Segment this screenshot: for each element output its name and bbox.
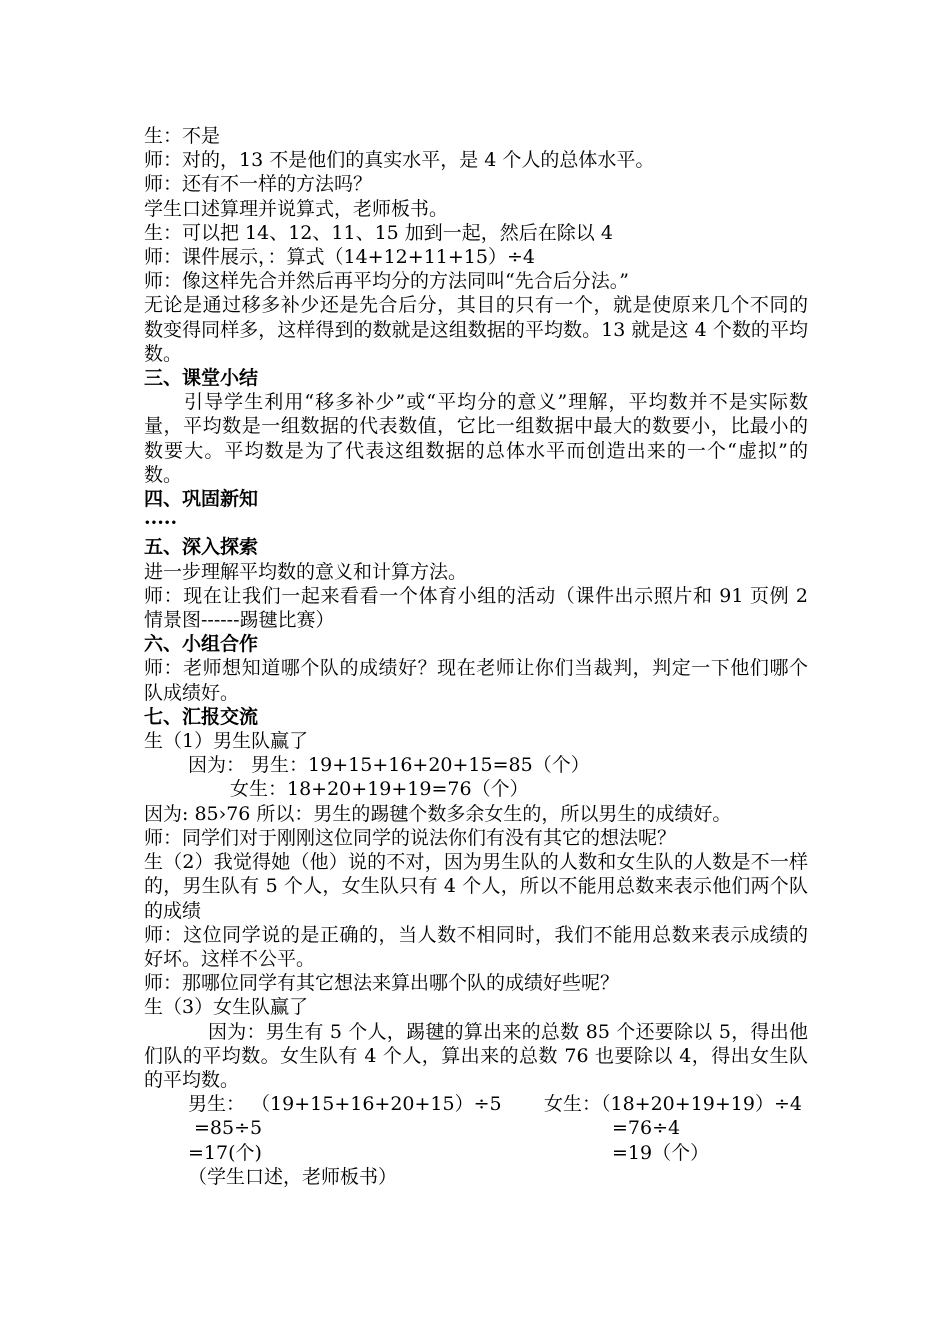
text-line: 生：不是 xyxy=(144,125,221,147)
section-heading: 五、深入探索 xyxy=(144,536,259,559)
girls-calc: =19（个） xyxy=(612,1141,710,1164)
text-line: 师：还有不一样的方法吗？ xyxy=(144,173,373,196)
explanation-paragraph: 因为：男生有 5 个人，踢毽的算出来的总数 85 个还要除以 5，得出他们队的平均数。女生队有 4 个人，算出来的总数 76 也要除以 4，得出女生队的平均数。 xyxy=(144,1020,808,1091)
section-heading: 六、小组合作 xyxy=(144,633,259,656)
girls-calc: =76÷4 xyxy=(612,1117,681,1140)
section-heading: 四、巩固新知 xyxy=(144,488,259,511)
text-line: 师：同学们对于刚刚这位同学的说法你们有没有其它的想法呢？ xyxy=(144,826,677,849)
text-line: 师：课件展示，：算式（14+12+11+15）÷4 xyxy=(144,246,535,269)
text-line: 生（3）女生队赢了 xyxy=(144,996,309,1019)
calc-row xyxy=(144,1141,808,1165)
paragraph: 师：现在让我们一起来看看一个体育小组的活动（课件出示照片和 91 页例 2 情景图------踢毽比赛） xyxy=(144,584,808,632)
boys-calc: 男生： （19+15+16+20+15）÷5 xyxy=(188,1093,502,1116)
text-line: 学生口述算理并说算式，老师板书。 xyxy=(144,197,449,220)
text-line: 女生：18+20+19+19=76（个） xyxy=(230,778,529,801)
summary-paragraph: 引导学生利用“移多补少”或“平均分的意义”理解，平均数并不是实际数量，平均数是一组数据的代表数值，它比一组数据中最大的数要小，比最小的数要大。平均数是为了代表这组数据的总体水平而创造出来的一个“虚拟”的数。 xyxy=(144,391,808,486)
text-line: 进一步理解平均数的意义和计算方法。 xyxy=(144,560,468,583)
calc-row xyxy=(144,1116,808,1140)
text-line: 师：像这样先合并然后再平均分的方法同叫“先合后分法。” xyxy=(144,270,629,293)
document-page xyxy=(144,124,808,1189)
text-line: （学生口述，老师板书） xyxy=(188,1165,398,1188)
paragraph: 师：这位同学说的是正确的，当人数不相同时，我们不能用总数来表示成绩的好坏。这样不公平。 xyxy=(144,923,808,970)
boys-calc: =17(个) xyxy=(188,1141,262,1164)
paragraph: 生（2）我觉得她（他）说的不对，因为男生队的人数和女生队的人数是不一样的，男生队有 5 个人，女生队只有 4 个人，所以不能用总数来表示他们两个队的成绩 xyxy=(144,851,808,922)
girls-calc: 女生：（18+20+19+19）÷4 xyxy=(544,1093,802,1116)
text-line: 因为: 85›76 所以：男生的踢毽个数多余女生的，所以男生的成绩好。 xyxy=(144,802,732,825)
paragraph: 师：老师想知道哪个队的成绩好？现在老师让你们当裁判，判定一下他们哪个队成绩好。 xyxy=(144,657,808,704)
calc-row xyxy=(144,1092,808,1116)
boys-calc: =85÷5 xyxy=(194,1117,263,1140)
text-line: 因为： 男生：19+15+16+20+15=85（个） xyxy=(188,754,590,777)
section-heading: 七、汇报交流 xyxy=(144,705,259,728)
paragraph: 无论是通过移多补少还是先合后分，其目的只有一个，就是使原来几个不同的数变得同样多，这样得到的数就是这组数据的平均数。13 就是这 4 个数的平均数。 xyxy=(144,294,808,365)
text-line: 师：对的，13 不是他们的真实水平，是 4 个人的总体水平。 xyxy=(144,149,655,172)
text-line: 师：那哪位同学有其它想法来算出哪个队的成绩好些呢？ xyxy=(144,972,620,995)
text-line: 生：可以把 14、12、11、15 加到一起，然后在除以 4 xyxy=(144,221,613,244)
text-line: 生（1）男生队赢了 xyxy=(144,730,309,753)
ellipsis: ····· xyxy=(144,512,178,535)
section-heading: 三、课堂小结 xyxy=(144,367,259,390)
